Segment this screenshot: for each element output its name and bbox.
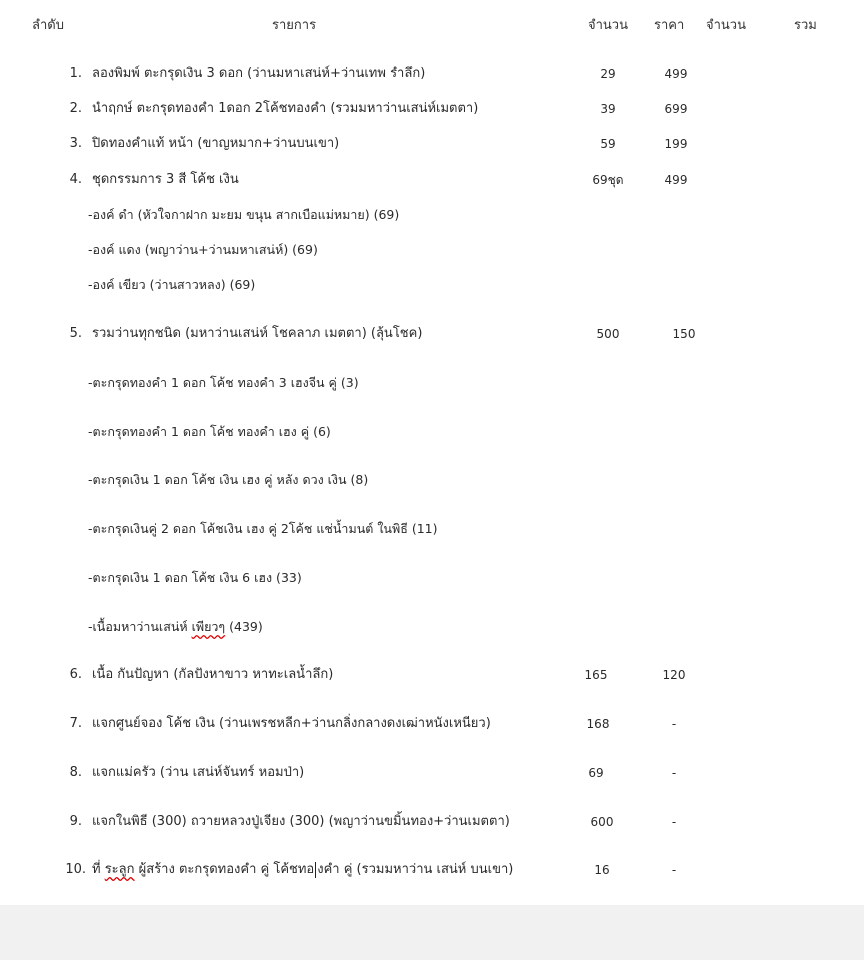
header-qty: จำนวน (588, 18, 628, 33)
row-number: 8. (69, 765, 82, 780)
sub-item-row (0, 519, 864, 539)
header-order: ลำดับ (32, 18, 64, 33)
row-item: แจกในพิธี (300) ถวายหลวงปู่เจียง (300) (พญาว่านขมิ้นทอง+ว่านเมตตา) (92, 814, 510, 829)
row-item-text: ผู้สร้าง ตะกรุดทองคำ คู่ โค้ชทอ (134, 862, 315, 877)
row-item-text: งคำ คู่ (รวมมหาว่าน เสน่ห์ บนเขา) (317, 862, 514, 877)
row-item-text: ที่ (92, 862, 105, 877)
row-number: 1. (69, 66, 82, 81)
sub-item-row (0, 568, 864, 588)
row-qty: 69ชุด (592, 173, 624, 187)
row-item: ชุดกรรมการ 3 สี โค้ช เงิน (92, 172, 239, 187)
row-qty: 165 (584, 668, 608, 682)
table-row (0, 64, 864, 84)
row-price: 150 (672, 327, 696, 341)
row-item: ปิดทองคำแท้ หน้า (ขาญหมาก+ว่านบนเขา) (92, 136, 340, 151)
row-number: 3. (69, 136, 82, 151)
row-qty: 69 (588, 766, 604, 780)
sub-item: -ตะกรุดเงิน 1 ดอก โค้ช เงิน 6 เฮง (33) (88, 570, 302, 585)
sub-item: -ตะกรุดทองคำ 1 ดอก โค้ช ทองคำ 3 เฮงจีน คู่ (3) (88, 375, 359, 390)
row-qty: 16 (594, 863, 610, 877)
table-row (0, 763, 864, 783)
row-number: 7. (69, 716, 82, 731)
header-total: รวม (794, 18, 817, 33)
sub-item-text: -เนื้อมหาว่านเสน่ห์ (88, 619, 192, 634)
table-row (0, 812, 864, 832)
row-qty: 59 (600, 137, 616, 151)
table-row (0, 134, 864, 154)
row-price: 499 (664, 173, 688, 187)
row-number: 10. (65, 862, 86, 877)
sub-item-text: (439) (225, 619, 263, 634)
row-price: 699 (664, 102, 688, 116)
sub-item-row (0, 240, 864, 260)
sub-item: -ตะกรุดทองคำ 1 ดอก โค้ช ทองคำ เฮง คู่ (6) (88, 424, 331, 439)
row-number: 9. (69, 814, 82, 829)
table-row (0, 665, 864, 685)
row-qty: 500 (596, 327, 620, 341)
sub-item-row (0, 373, 864, 393)
sub-item: -องค์ แดง (พญาว่าน+ว่านมหาเสน่ห์) (69) (88, 242, 318, 257)
row-item: แจกศูนย์จอง โค้ช เงิน (ว่านเพรชหลีก+ว่านกลิ่งกลางดงเฒ่าหนังเหนียว) (92, 716, 491, 731)
row-qty: 29 (600, 67, 616, 81)
row-price: - (671, 766, 677, 780)
table-row (0, 714, 864, 734)
page-gap (0, 905, 864, 960)
row-item: แจกแม่ครัว (ว่าน เสน่ห์จันทร์ หอมป่า) (92, 765, 305, 780)
sub-item-row (0, 275, 864, 295)
sub-item: -ตะกรุดเงินคู่ 2 ดอก โค้ชเงิน เฮง คู่ 2โค้ช แช่น้ำมนต์ ในพิธี (11) (88, 521, 438, 536)
table-row (0, 324, 864, 344)
row-price: 120 (662, 668, 686, 682)
row-qty: 600 (590, 815, 614, 829)
row-price: 199 (664, 137, 688, 151)
table-row (0, 860, 864, 880)
row-item: เนื้อ กันปัญหา (กัลปังหาขาว หาทะเลน้ำลึก) (92, 667, 334, 682)
header-item: รายการ (272, 18, 317, 33)
row-price: - (671, 717, 677, 731)
table-row (0, 170, 864, 190)
row-qty: 168 (586, 717, 610, 731)
row-item: รวมว่านทุกชนิด (มหาว่านเสน่ห์ โชคลาภ เมตตา) (ลุ้นโชค) (92, 326, 423, 341)
table-row (0, 99, 864, 119)
sub-item: -องค์ เขียว (ว่านสาวหลง) (69) (88, 277, 256, 292)
sub-item (88, 617, 263, 637)
sub-item-row (0, 617, 864, 637)
row-price: - (671, 815, 677, 829)
spellcheck-word: เพียวๆ (191, 619, 226, 634)
row-number: 5. (69, 326, 82, 341)
row-number: 2. (69, 101, 82, 116)
row-number: 6. (69, 667, 82, 682)
row-price: - (671, 863, 677, 877)
row-item: ลองพิมพ์ ตะกรุดเงิน 3 ดอก (ว่านมหาเสน่ห์+ว่านเทพ รำลึก) (92, 66, 426, 81)
header-price: ราคา (654, 18, 685, 33)
sub-item: -องค์ ดำ (หัวใจกาฝาก มะยม ขนุน สากเบือแม่หมาย) (69) (88, 207, 400, 222)
sub-item-row (0, 205, 864, 225)
row-qty: 39 (600, 102, 616, 116)
row-item: นำฤกษ์ ตะกรุดทองคำ 1ดอก 2โค้ชทองคำ (รวมมหาว่านเสน่ห์เมตตา) (92, 101, 479, 116)
row-number: 4. (69, 172, 82, 187)
sub-item: -ตะกรุดเงิน 1 ดอก โค้ช เงิน เฮง คู่ หลัง ดวง เงิน (8) (88, 472, 369, 487)
header-qty2: จำนวน (706, 18, 746, 33)
row-item (92, 860, 513, 880)
spellcheck-word: ระลูก (104, 862, 135, 877)
sub-item-row (0, 422, 864, 442)
sub-item-row (0, 470, 864, 490)
row-price: 499 (664, 67, 688, 81)
